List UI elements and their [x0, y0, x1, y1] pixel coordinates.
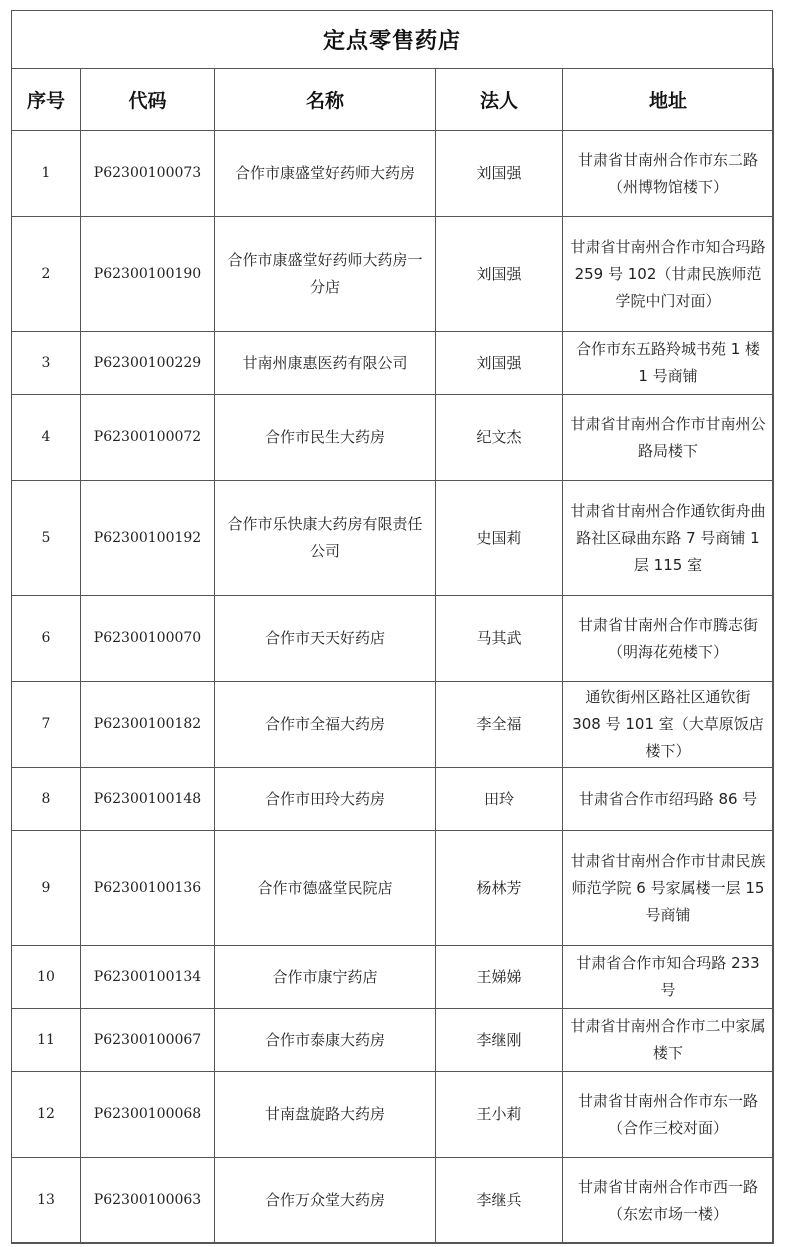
cell-name: 合作市德盛堂民院店 [215, 831, 436, 946]
table-row [12, 682, 774, 768]
cell-address: 合作市东五路羚城书苑 1 楼 1 号商铺 [563, 332, 774, 395]
cell-name: 合作市泰康大药房 [215, 1009, 436, 1072]
cell-name: 合作市田玲大药房 [215, 768, 436, 831]
cell-address: 甘肃省甘南州合作通钦街舟曲路社区碌曲东路 7 号商铺 1 层 115 室 [563, 481, 774, 596]
cell-name: 合作市天天好药店 [215, 596, 436, 682]
cell-address: 甘肃省甘南州合作市东一路（合作三校对面） [563, 1072, 774, 1158]
cell-person: 刘国强 [436, 217, 563, 332]
cell-name: 甘南州康惠医药有限公司 [215, 332, 436, 395]
header-code: 代码 [81, 69, 215, 131]
cell-person: 王小莉 [436, 1072, 563, 1158]
cell-name: 合作市康盛堂好药师大药房 [215, 131, 436, 217]
cell-person: 纪文杰 [436, 395, 563, 481]
cell-name: 合作市民生大药房 [215, 395, 436, 481]
cell-name: 合作市乐快康大药房有限责任公司 [215, 481, 436, 596]
cell-person: 李继兵 [436, 1158, 563, 1244]
table-row [12, 1158, 774, 1244]
table-row [12, 831, 774, 946]
cell-address: 甘肃省合作市知合玛路 233 号 [563, 946, 774, 1009]
cell-person: 马其武 [436, 596, 563, 682]
cell-address: 甘肃省甘南州合作市甘南州公路局楼下 [563, 395, 774, 481]
cell-no: 4 [12, 395, 81, 481]
cell-code: P62300100068 [81, 1072, 215, 1158]
cell-person: 杨林芳 [436, 831, 563, 946]
cell-person: 刘国强 [436, 131, 563, 217]
cell-no: 1 [12, 131, 81, 217]
cell-address: 甘肃省甘南州合作市知合玛路 259 号 102（甘肃民族师范学院中门对面） [563, 217, 774, 332]
cell-no: 2 [12, 217, 81, 332]
table-row [12, 1009, 774, 1072]
cell-person: 史国莉 [436, 481, 563, 596]
cell-no: 8 [12, 768, 81, 831]
header-person: 法人 [436, 69, 563, 131]
cell-code: P62300100134 [81, 946, 215, 1009]
cell-address: 甘肃省甘南州合作市东二路（州博物馆楼下） [563, 131, 774, 217]
table-row [12, 217, 774, 332]
table-row [12, 332, 774, 395]
cell-code: P62300100067 [81, 1009, 215, 1072]
cell-address: 甘肃省甘南州合作市西一路（东宏市场一楼） [563, 1158, 774, 1244]
cell-person: 田玲 [436, 768, 563, 831]
cell-no: 7 [12, 682, 81, 768]
cell-code: P62300100063 [81, 1158, 215, 1244]
cell-person: 刘国强 [436, 332, 563, 395]
cell-name: 合作市全福大药房 [215, 682, 436, 768]
table-row [12, 946, 774, 1009]
table-row [12, 131, 774, 217]
cell-no: 13 [12, 1158, 81, 1244]
table-row [12, 596, 774, 682]
table-row [12, 481, 774, 596]
cell-code: P62300100148 [81, 768, 215, 831]
cell-code: P62300100136 [81, 831, 215, 946]
cell-address: 通钦街州区路社区通钦街 308 号 101 室（大草原饭店楼下） [563, 682, 774, 768]
cell-code: P62300100182 [81, 682, 215, 768]
table-header-row [12, 69, 774, 131]
page-title: 定点零售药店 [322, 28, 461, 54]
table-row [12, 395, 774, 481]
cell-address: 甘肃省合作市绍玛路 86 号 [563, 768, 774, 831]
cell-no: 12 [12, 1072, 81, 1158]
cell-person: 李全福 [436, 682, 563, 768]
header-address: 地址 [563, 69, 774, 131]
cell-code: P62300100072 [81, 395, 215, 481]
cell-address: 甘肃省甘南州合作市腾志街（明海花苑楼下） [563, 596, 774, 682]
cell-address: 甘肃省甘南州合作市甘肃民族师范学院 6 号家属楼一层 15 号商铺 [563, 831, 774, 946]
cell-code: P62300100229 [81, 332, 215, 395]
cell-name: 甘南盘旋路大药房 [215, 1072, 436, 1158]
pharmacy-table [11, 68, 774, 1244]
cell-code: P62300100070 [81, 596, 215, 682]
cell-code: P62300100192 [81, 481, 215, 596]
cell-address: 甘肃省甘南州合作市二中家属楼下 [563, 1009, 774, 1072]
cell-name: 合作市康宁药店 [215, 946, 436, 1009]
cell-person: 李继刚 [436, 1009, 563, 1072]
header-no: 序号 [12, 69, 81, 131]
cell-no: 5 [12, 481, 81, 596]
cell-no: 11 [12, 1009, 81, 1072]
table-row [12, 1072, 774, 1158]
cell-code: P62300100073 [81, 131, 215, 217]
cell-name: 合作市康盛堂好药师大药房一分店 [215, 217, 436, 332]
cell-no: 10 [12, 946, 81, 1009]
cell-code: P62300100190 [81, 217, 215, 332]
header-name: 名称 [215, 69, 436, 131]
cell-no: 6 [12, 596, 81, 682]
cell-no: 9 [12, 831, 81, 946]
cell-no: 3 [12, 332, 81, 395]
cell-name: 合作万众堂大药房 [215, 1158, 436, 1244]
cell-person: 王娣娣 [436, 946, 563, 1009]
table-row [12, 768, 774, 831]
